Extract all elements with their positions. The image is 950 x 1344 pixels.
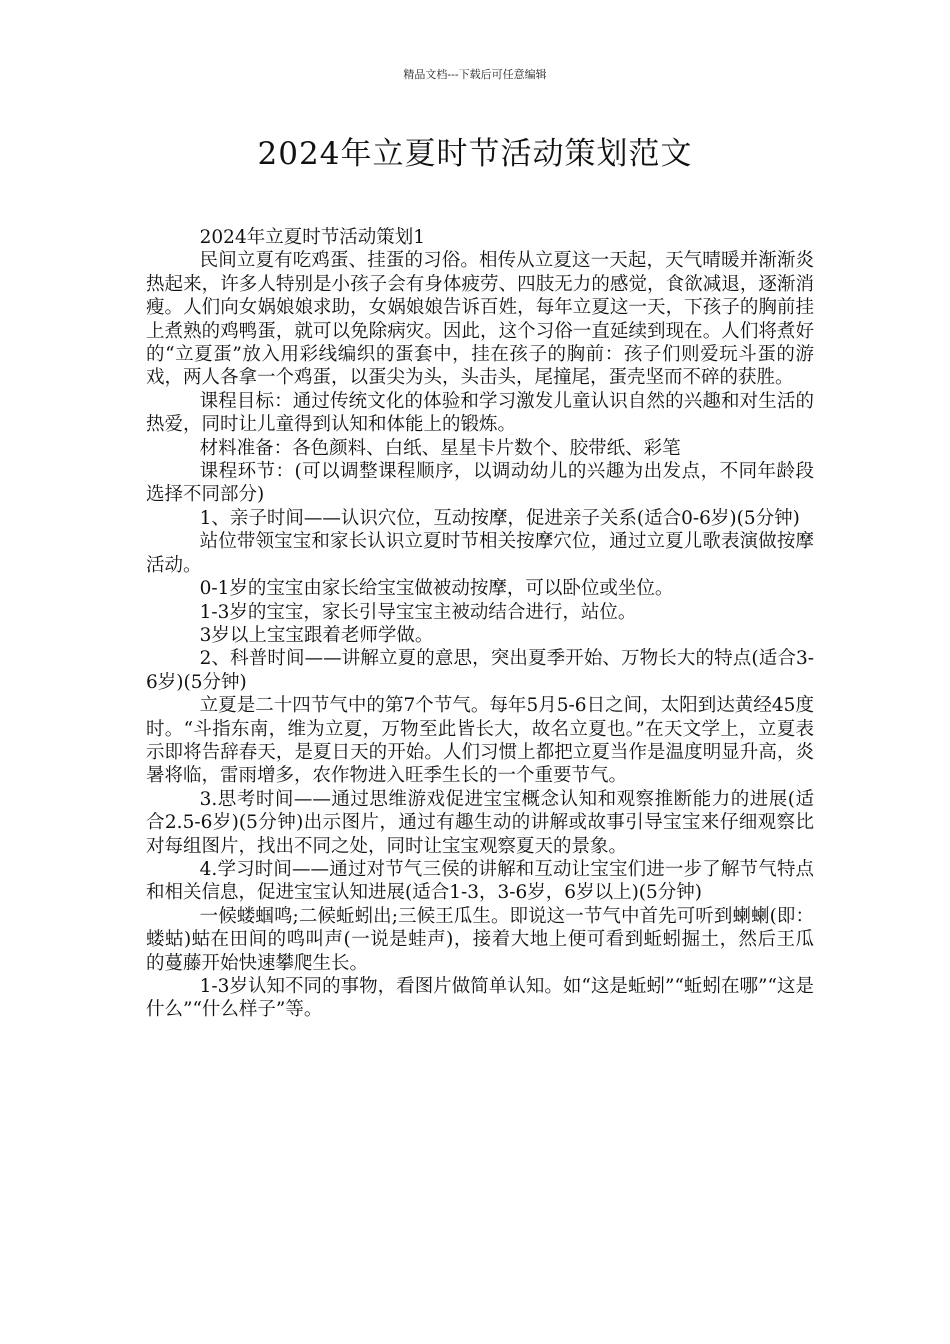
paragraph: 民间立夏有吃鸡蛋、挂蛋的习俗。相传从立夏这一天起，天气晴暖并渐渐炎热起来，许多人特别是小孩子会有身体疲劳、四肢无力的感觉，食欲减退，逐渐消瘦。人们向女娲娘娘求助，女娲娘娘告诉百姓，每年立夏这一天，下孩子的胸前挂上煮熟的鸡鸭蛋，就可以免除病灾。因此，这个习俗一直延续到现在。人们将煮好的“立夏蛋”放入用彩线编织的蛋套中，挂在孩子的胸前：孩子们则爱玩斗蛋的游戏，两人各拿一个鸡蛋，以蛋尖为头，头击头，尾撞尾，蛋壳坚而不碎的获胜。 [146,250,814,389]
section-subtitle: 2024年立夏时节活动策划1 [199,227,425,248]
paragraph: 2、科普时间——讲解立夏的意思，突出夏季开始、万物长大的特点(适合3-6岁)(5分钟) [146,648,814,693]
paragraph: 3.思考时间——通过思维游戏促进宝宝概念认知和观察推断能力的进展(适合2.5-6岁)(5分钟)出示图片，通过有趣生动的讲解或故事引导宝宝来仔细观察比对每组图片，找出不同之处，同时让宝宝观察夏天的景象。 [146,788,814,857]
paragraph: 站位带领宝宝和家长认识立夏时节相关按摩穴位，通过立夏儿歌表演做按摩活动。 [146,531,814,576]
document-body [146,226,814,1022]
paragraph: 0-1岁的宝宝由家长给宝宝做被动按摩，可以卧位或坐位。 [199,578,674,600]
header-note: 精品文档---下载后可任意编辑 [403,68,547,81]
document-title: 2024年立夏时节活动策划范文 [257,136,693,172]
paragraph: 一候蝼蝈鸣;二候蚯蚓出;三候王瓜生。即说这一节气中首先可听到蝲蝲(即：蝼蛄)蛄在田间的鸣叫声(一说是蛙声)，接着大地上便可看到蚯蚓掘土，然后王瓜的蔓藤开始快速攀爬生长。 [146,905,814,974]
paragraph: 1-3岁的宝宝，家长引导宝宝主被动结合进行，站位。 [199,601,637,623]
paragraph: 1-3岁认知不同的事物，看图片做简单认知。如“这是蚯蚓”“蚯蚓在哪”“这是什么”“什么样子”等。 [146,976,814,1021]
paragraph: 课程环节：(可以调整课程顺序，以调动幼儿的兴趣为出发点，不同年龄段选择不同部分) [146,461,814,506]
paragraph: 立夏是二十四节气中的第7个节气。每年5月5-6日之间，太阳到达黄经45度时。“斗指东南，维为立夏，万物至此皆长大，故名立夏也。”在天文学上，立夏表示即将告辞春天，是夏日天的开始。人们习惯上都把立夏当作是温度明显升高，炎暑将临，雷雨增多，农作物进入旺季生长的一个重要节气。 [146,695,814,787]
paragraph: 课程目标：通过传统文化的体验和学习激发儿童认识自然的兴趣和对生活的热爱，同时让儿童得到认知和体能上的锻炼。 [146,390,814,436]
paragraph: 4.学习时间——通过对节气三侯的讲解和互动让宝宝们进一步了解节气特点和相关信息，促进宝宝认知进展(适合1-3，3-6岁，6岁以上)(5分钟) [146,858,814,904]
paragraph: 材料准备：各色颜料、白纸、星星卡片数个、胶带纸、彩笔 [199,437,681,459]
paragraph: 3岁以上宝宝跟着老师学做。 [199,624,434,646]
paragraph: 1、亲子时间——认识穴位，互动按摩，促进亲子关系(适合0-6岁)(5分钟) [199,507,800,529]
